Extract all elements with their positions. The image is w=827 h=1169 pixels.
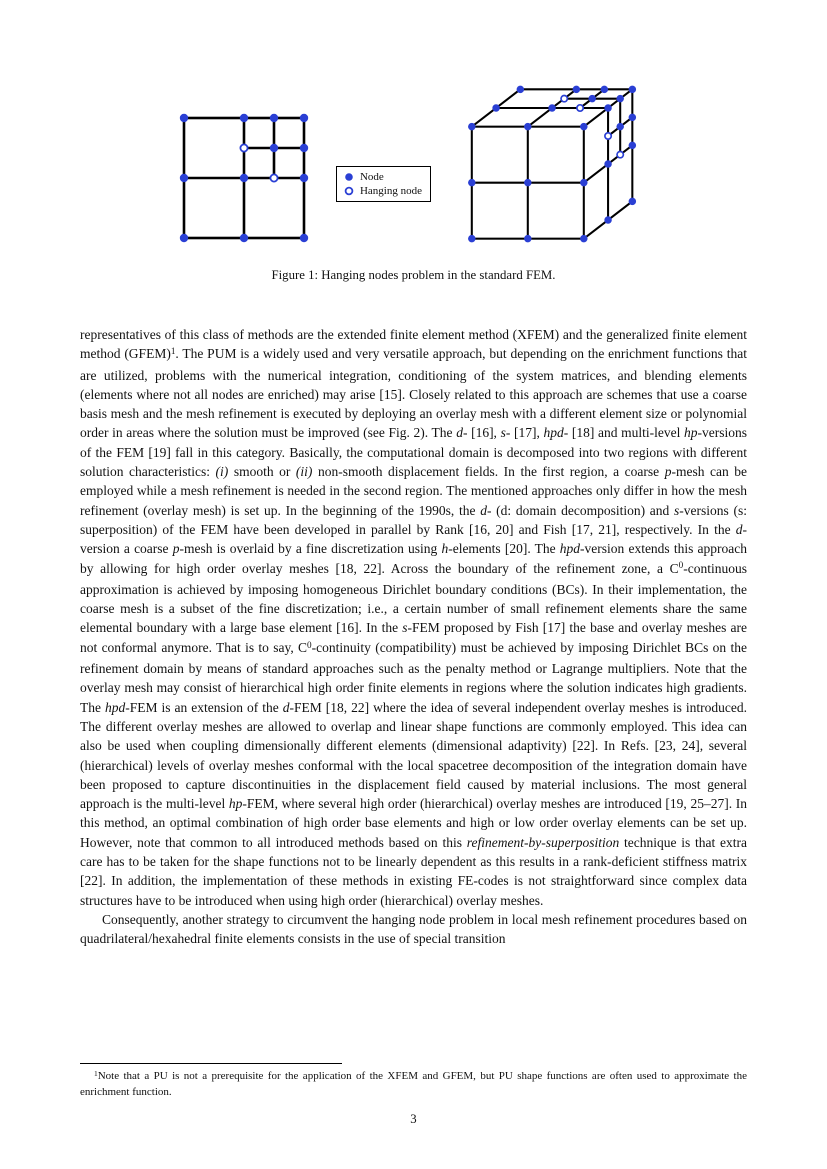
legend-hanging-node-label: Hanging node [359, 185, 422, 197]
footnote [80, 1063, 747, 1099]
paragraph-1: representatives of this class of methods are the extended finite element method (XFEM) and the generalized finite element method (GFEM)$^1$. The PUM is a widely used and very versatile approach, but depending on the enrichment functions that are utilized, problems with the numerical integration, conditioning of the system matrices, and blending elements (elements where not all nodes are enriched) may arise [15]. Closely related to this approach are schemes that use a coarse basis mesh and the mesh refinement is executed by deploying an overlay mesh with a different element size or polynomial order in areas where the solution must be improved (see Fig. 2). The d- [16], s- [17], hpd- [18] and multi-level hp-versions of the FEM [19] fall in this category. Basically, the computational domain is decomposed into two regions with different solution characteristics: (i) smooth or (ii) non-smooth displacement fields. In the first region, a coarse p-mesh can be employed while a mesh refinement is needed in the second region. The mentioned approaches only differ in how the mesh refinement (overlay mesh) is set up. In the beginning of the 1990s, the d- (d: domain decomposition) and s-versions (s: superposition) of the FEM have been developed in parallel by Rank [16, 20] and Fish [17, 21], respectively. In the d-version a coarse p-mesh is overlaid by a fine discretization using h-elements [20]. The hpd-version extends this approach by allowing for high order overlay meshes [18, 22]. Across the boundary of the refinement zone, a $C^0$-continuous approximation is achieved by imposing homogeneous Dirichlet boundary conditions (BCs). In their implementation, the coarse mesh is a subset of the fine discretization; i.e., a certain number of small refinement elements share the same elemental boundary with a large base element [16]. In the s-FEM proposed by Fish [17] the base and overlay meshes are not conformal anymore. That is to say, $C^0$-continuity (compatibility) must be achieved by imposing Dirichlet BCs on the refinement domain by means of standard approaches such as the penalty method or Lagrange multipliers. Note that the overlay mesh may consist of hierarchical high order finite elements in regions where the solution indicates high gradients. The hpd-FEM is an extension of the d-FEM [18, 22] where the idea of several independent overlay meshes is introduced. The different overlay meshes are allowed to overlap and linear shape functions are commonly employed. This idea can also be used when coupling dimensionally different elements (dimensional adaptivity) [22]. In Refs. [23, 24], several (hierarchical) levels of overlay meshes conformal with the local spacetree decomposition of the integration domain have been proposed to capture discontinuities in the displacement field caused by material inclusions. The most general approach is the multi-level hp-FEM, where several high order (hierarchical) overlay meshes are introduced [19, 25–27]. In this method, an optimal combination of high order base elements and high or low order overlay elements can be set up. However, note that common to all introduced methods based on this refinement-by-superposition technique is that extra care has to be taken for the shape functions not to be linearly dependent as this results in a rank-deficient stiffness matrix [22]. In addition, the implementation of these methods in existing FE-codes is not straightforward since complex data structures have to be introduced when using high order (hierarchical) overlay meshes. [80, 327, 748, 908]
footnote-rule [80, 1063, 342, 1064]
mesh-2d-figure [174, 108, 314, 248]
mesh-3d-figure [453, 80, 653, 248]
legend-row-node [343, 170, 422, 184]
figure-1 [0, 0, 827, 283]
page-number: 3 [410, 1112, 417, 1126]
node-icon [343, 171, 355, 183]
mesh-3d-nodes [468, 86, 636, 243]
legend-node-label: Node [359, 171, 384, 183]
figure-caption: Figure 1: Hanging nodes problem in the standard FEM. [271, 268, 556, 282]
footnote-text: $^1$Note that a PU is not a prerequisite for the application of the XFEM and GFEM, but PU shape functions are often used to approximate the enrichment function. [80, 1068, 747, 1098]
figure-row [0, 80, 827, 248]
paragraph-2: Consequently, another strategy to circumvent the hanging node problem in local mesh refinement procedures based on quadrilateral/hexahedral finite elements consists in the use of special transition [80, 911, 747, 947]
hanging-node-icon [343, 185, 355, 197]
figure-legend [336, 166, 431, 202]
legend-row-hanging-node [343, 184, 422, 198]
body-text [80, 325, 747, 949]
